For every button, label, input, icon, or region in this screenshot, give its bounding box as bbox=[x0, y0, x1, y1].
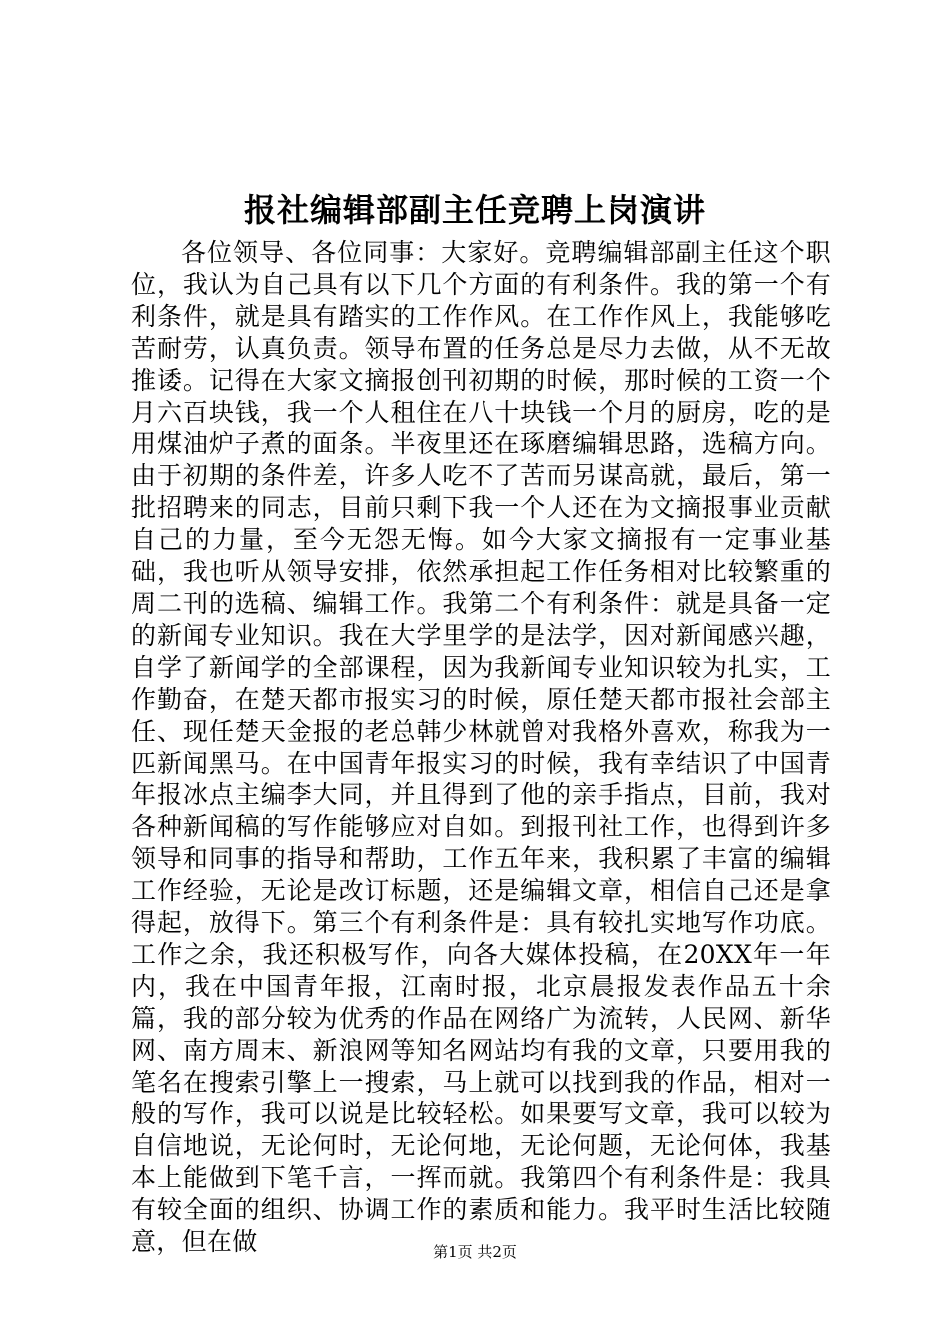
document-title: 报社编辑部副主任竞聘上岗演讲 bbox=[243, 191, 706, 229]
page-number: 第1页 共2页 bbox=[433, 1243, 517, 1261]
document-body: 各位领导、各位同事：大家好。竞聘编辑部副主任这个职位，我认为自己具有以下几个方面的有利条件。我的第一个有利条件，就是具有踏实的工作作风。在工作作风上，我能够吃苦耐劳，认真负责。领导布置的任务总是尽力去做，从不无故推诿。记得在大家文摘报创刊初期的时候，那时候的工资一个月六百块钱，我一个人租住在八十块钱一个月的厨房，吃的是用煤油炉子煮的面条。半夜里还在琢磨编辑思路，选稿方向。由于初期的条件差，许多人吃不了苦而另谋高就，最后，第一批招聘来的同志，目前只剩下我一个人还在为文摘报事业贡献自己的力量，至今无怨无悔。如今大家文摘报有一定事业基础，我也听从领导安排，依然承担起工作任务相对比较繁重的周二刊的选稿、编辑工作。我第二个有利条件：就是具备一定的新闻专业知识。我在大学里学的是法学，因对新闻感兴趣，自学了新闻学的全部课程，因为我新闻专业知识较为扎实，工作勤奋，在楚天都市报实习的时候，原任楚天都市报社会部主任、现任楚天金报的老总韩少林就曾对我格外喜欢，称我为一匹新闻黑马。在中国青年报实习的时候，我有幸结识了中国青年报冰点主编李大同，并且得到了他的亲手指点，目前，我对各种新闻稿的写作能够应对自如。到报刊社工作，也得到许多领导和同事的指导和帮助，工作五年来，我积累了丰富的编辑工作经验，无论是改订标题，还是编辑文章，相信自己还是拿得起，放得下。第三个有利条件是：具有较扎实地写作功底。工作之余，我还积极写作，向各大媒体投稿，在20XX年一年内，我在中国青年报，江南时报，北京晨报发表作品五十余篇，我的部分较为优秀的作品在网络广为流转，人民网、新华网、南方周末、新浪网等知名网站均有我的文章，只要用我的笔名在搜索引擎上一搜索，马上就可以找到我的作品，相对一般的写作，我可以说是比较轻松。如果要写文章，我可以较为自信地说，无论何时，无论何地，无论何题，无论何体，我基本上能做到下笔千言，一挥而就。我第四个有利条件是：我具有较全面的组织、协调工作的素质和能力。我平时生活比较随意，但在做 bbox=[131, 238, 831, 1257]
